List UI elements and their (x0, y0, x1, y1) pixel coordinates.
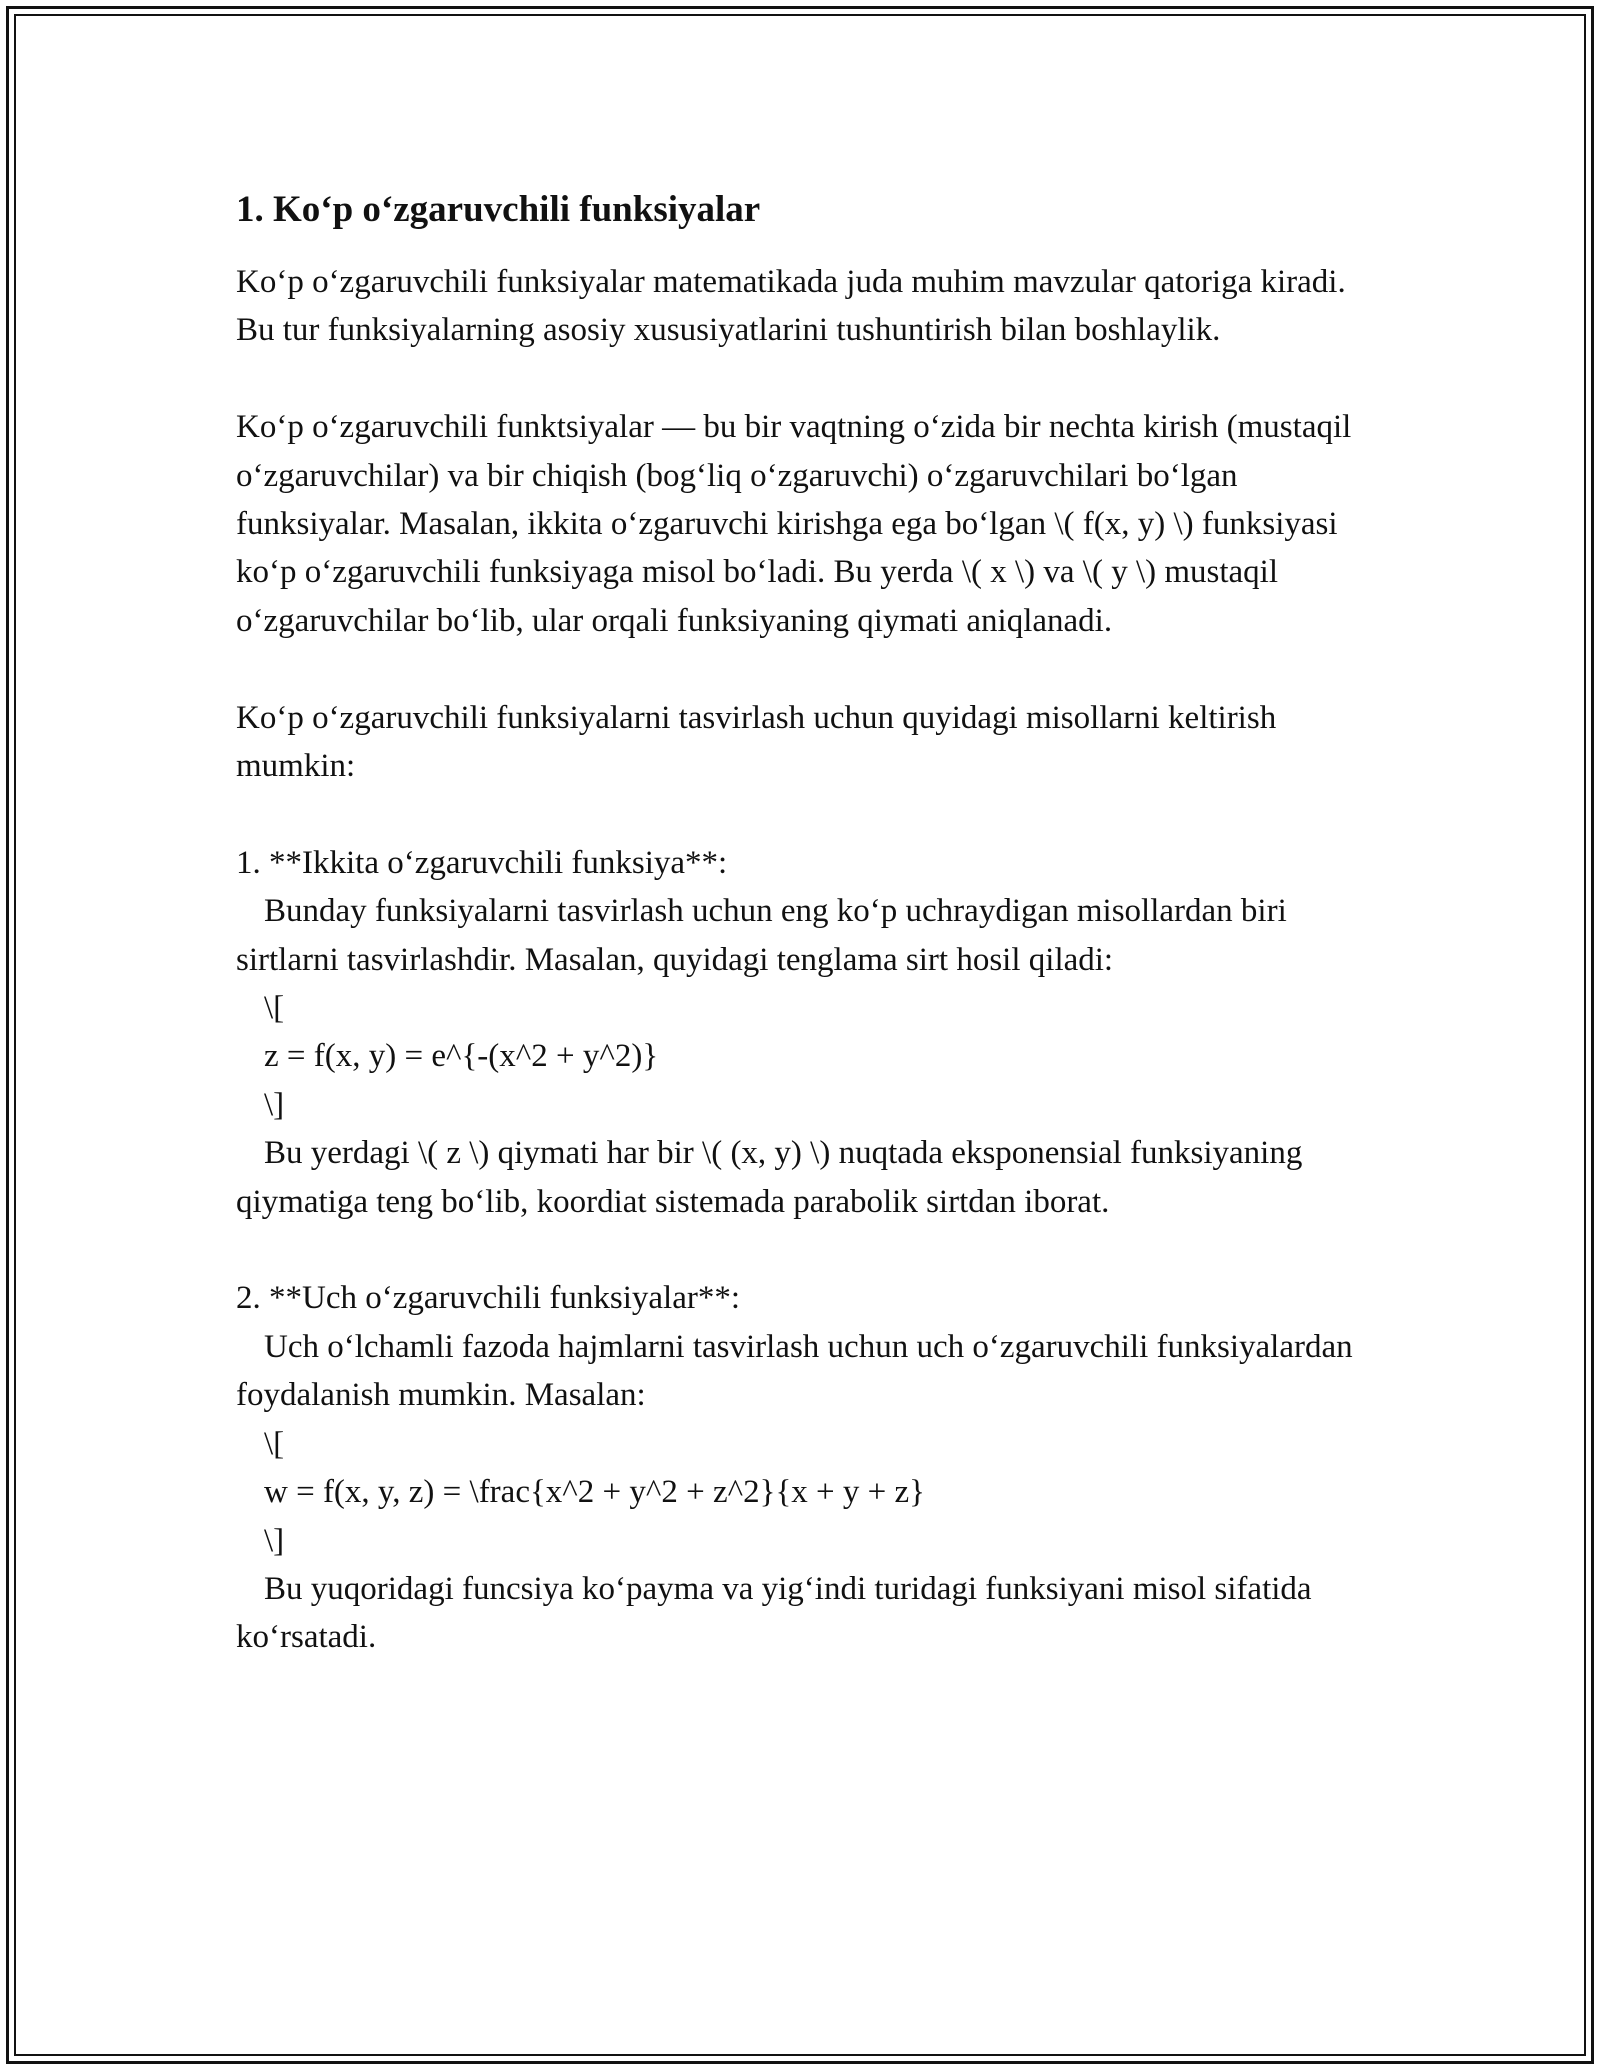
document-body (236, 186, 1376, 1710)
example-2-text-a: Uch o‘lchamli fazoda hajmlarni tasvirlash uchun uch o‘zgaruvchili funksiyalardan foydalanish mumkin. Masalan: (236, 1328, 1353, 1414)
example-1-title: 1. **Ikkita o‘zgaruvchili funksiya**: (236, 844, 728, 881)
section-heading: 1. Ko‘p o‘zgaruvchili funksiyalar (236, 189, 761, 230)
example-2-block (236, 1274, 1376, 1661)
examples-intro-paragraph: Ko‘p o‘zgaruvchili funksiyalarni tasvirlash uchun quyidagi misollarni keltirish mumkin: (236, 699, 1277, 785)
example-1-math-open: \[ (264, 990, 285, 1027)
example-2-text-b: Bu yuqoridagi funcsiya ko‘payma va yig‘indi turidagi funksiyani misol sifatida ko‘rsatadi. (236, 1570, 1312, 1656)
example-2-math-open: \[ (264, 1425, 285, 1462)
example-1-block (236, 839, 1376, 1226)
example-2-formula: w = f(x, y, z) = \frac{x^2 + y^2 + z^2}{x + y + z} (264, 1474, 926, 1511)
example-1-math-close: \] (264, 1086, 285, 1123)
example-1-text-a: Bunday funksiyalarni tasvirlash uchun eng ko‘p uchraydigan misollardan biri sirtlarni tasvirlashdir. Masalan, quyidagi tenglama sirt hosil qiladi: (236, 893, 1287, 978)
definition-paragraph: Ko‘p o‘zgaruvchili funktsiyalar — bu bir vaqtning o‘zida bir nechta kirish (mustaqil o‘zgaruvchilar) va bir chiqish (bog‘liq o‘zgaruvchi) o‘zgaruvchilari bo‘lgan funksiyalar. Masalan, ikkita o‘zgaruvchi kirishga ega bo‘lgan \( f(x, y) \) funksiyasi ko‘p o‘zgaruvchili funksiyaga misol bo‘ladi. Bu yerda \( x \) va \( y \) mustaqil o‘zgaruvchilar bo‘lib, ular orqali funksiyaning qiymati aniqlanadi. (236, 409, 1352, 639)
intro-paragraph: Ko‘p o‘zgaruvchili funksiyalar matematikada juda muhim mavzular qatoriga kiradi. Bu tur funksiyalarning asosiy xususiyatlarini tushuntirish bilan boshlaylik. (236, 264, 1346, 349)
example-1-formula: z = f(x, y) = e^{-(x^2 + y^2)} (264, 1038, 659, 1075)
example-1-text-b: Bu yerdagi \( z \) qiymati har bir \( (x, y) \) nuqtada eksponensial funksiyaning qiymatiga teng bo‘lib, koordiat sistemada parabolik sirtdan iborat. (236, 1135, 1303, 1220)
example-2-math-close: \] (264, 1522, 285, 1559)
example-2-title: 2. **Uch o‘zgaruvchili funksiyalar**: (236, 1280, 741, 1317)
